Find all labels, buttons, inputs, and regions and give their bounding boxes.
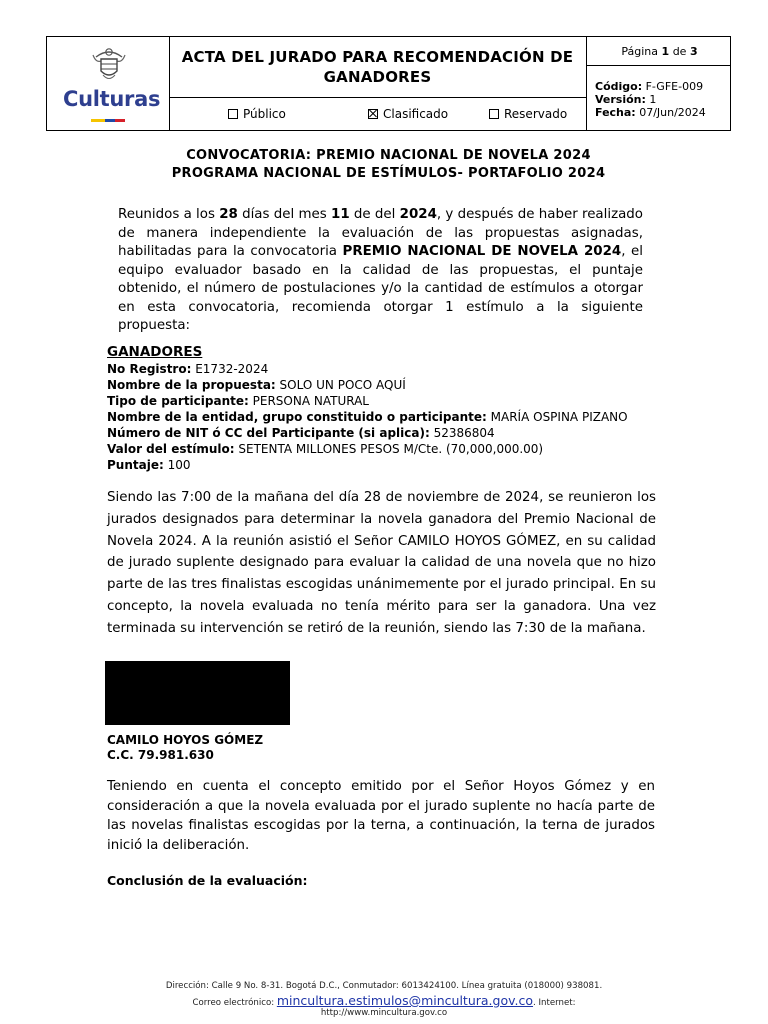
field-value: 52386804 (433, 426, 495, 440)
classification-label: Reservado (504, 107, 568, 121)
field-label: Nombre de la propuesta: (107, 378, 276, 392)
page-total: 3 (689, 44, 698, 58)
signer-id: C.C. 79.981.630 (107, 748, 214, 762)
fecha (595, 106, 706, 119)
version-value: 1 (649, 93, 657, 106)
conclusion-heading: Conclusión de la evaluación: (107, 873, 308, 888)
classification-reservado (489, 107, 567, 121)
classification-clasificado (368, 107, 448, 121)
field-label: Número de NIT ó CC del Participante (si aplica): (107, 426, 430, 440)
flag-stripe-blue (105, 119, 115, 122)
document-header-table (46, 36, 731, 131)
intro-text: días del mes (237, 207, 331, 222)
field-value: PERSONA NATURAL (252, 394, 369, 408)
codigo (595, 80, 703, 93)
intro-year: 2024 (399, 207, 437, 222)
reunion-paragraph: Siendo las 7:00 de la mañana del día 28 de noviembre de 2024, se reunieron los jurados designados para determinar la novela ganadora del Premio Nacional de Novela 2024. A la reunión asistió el Señor CAMILO HOYOS GÓMEZ, en su calidad de jurado suplente designado para evaluar la calidad de una novela que no hizo parte de las tres finalistas escogidas unánimemente por el jurado principal. En su concepto, la novela evaluada no tenía mérito para ser la ganadora. Una vez terminada su intervención se retiró de la reunión, siendo las 7:30 de la mañana. (107, 490, 656, 636)
page-current: 1 (661, 44, 670, 58)
logo-text: Culturas (63, 87, 161, 111)
page-indicator (587, 37, 732, 65)
footer-email-prefix: Correo electrónico: (192, 998, 277, 1008)
intro-text: de del (349, 207, 400, 222)
footer-address: Dirección: Calle 9 No. 8-31. Bogotá D.C., Conmutador: 6013424100. Línea gratuita (018000) 938081. (165, 981, 603, 991)
convocatoria-line1: CONVOCATORIA: PREMIO NACIONAL DE NOVELA 2024 (186, 148, 591, 163)
header-divider (169, 97, 586, 98)
field-value: MARÍA OSPINA PIZANO (490, 410, 628, 424)
intro-text: Reunidos a los (118, 207, 220, 222)
flag-stripe-yellow (91, 119, 105, 122)
codigo-value: F-GFE-009 (645, 80, 704, 93)
field-value: SETENTA MILLONES PESOS M/Cte. (70,000,000.00) (238, 442, 544, 456)
checkbox-clasificado (368, 109, 378, 119)
intro-paragraph (118, 206, 643, 336)
classification-publico (228, 107, 286, 121)
field-label: Valor del estímulo: (107, 442, 235, 456)
version-label: Versión: (595, 93, 646, 106)
convocatoria-line2: PROGRAMA NACIONAL DE ESTÍMULOS- PORTAFOLIO 2024 (171, 166, 606, 181)
footer-contact (0, 993, 768, 1008)
culturas-logo (47, 37, 169, 131)
deliberacion-paragraph: Teniendo en cuenta el concepto emitido por el Señor Hoyos Gómez y en consideración a que la novela evaluada por el jurado suplente no hacía parte de las novelas finalistas escogidas por la terna, a continuación, la terna de jurados inició la deliberación. (107, 779, 655, 853)
field-value: 100 (167, 458, 191, 472)
coat-of-arms-icon (92, 45, 126, 83)
field-tipo-participante (107, 393, 369, 409)
header-divider (586, 65, 731, 66)
classification-label: Clasificado (383, 107, 449, 121)
intro-convocatoria: PREMIO NACIONAL DE NOVELA 2024 (342, 244, 622, 259)
signer-name: CAMILO HOYOS GÓMEZ (107, 733, 264, 747)
checkbox-publico (228, 109, 238, 119)
intro-text: , el equipo evaluador basado en la calidad de las propuestas, el puntaje obtenido, el número de postulaciones y/o la cantidad de estímulos a otorgar en esta convocatoria, recomienda otorgar 1 estímulo a la siguiente propuesta: (118, 244, 643, 333)
field-no-registro (107, 361, 268, 377)
checkbox-reservado (489, 109, 499, 119)
document-title: ACTA DEL JURADO PARA RECOMENDACIÓN DE GANADORES (181, 48, 574, 86)
redacted-signature (105, 661, 290, 725)
fecha-label: Fecha: (595, 106, 636, 119)
field-nit-cc (107, 425, 495, 441)
field-label: No Registro: (107, 362, 192, 376)
field-puntaje (107, 457, 191, 473)
intro-text: , y después de haber realizado de manera independiente la evaluación de las propuestas asignadas, habilitadas para la convocatoria (118, 207, 644, 259)
field-value: E1732-2024 (195, 362, 269, 376)
fecha-value: 07/Jun/2024 (639, 106, 706, 119)
flag-stripe-red (115, 119, 125, 122)
footer-email-suffix: . Internet: (533, 998, 576, 1008)
page-prefix: Página (621, 44, 659, 58)
intro-month: 11 (331, 207, 350, 222)
version (595, 93, 656, 106)
classification-label: Público (243, 107, 286, 121)
field-valor-estimulo (107, 441, 543, 457)
footer-web[interactable]: http://www.mincultura.gov.co (320, 1008, 448, 1018)
intro-day: 28 (219, 207, 238, 222)
field-label: Nombre de la entidad, grupo constituido o participante: (107, 410, 487, 424)
field-nombre-propuesta (107, 377, 406, 393)
field-value: SOLO UN POCO AQUÍ (279, 378, 406, 392)
page-of: de (672, 44, 687, 58)
field-nombre-entidad (107, 409, 628, 425)
footer-email-link[interactable]: mincultura.estimulos@mincultura.gov.co (276, 993, 534, 1008)
field-label: Tipo de participante: (107, 394, 249, 408)
codigo-label: Código: (595, 80, 643, 93)
field-label: Puntaje: (107, 458, 164, 472)
ganadores-heading: GANADORES (107, 344, 203, 360)
